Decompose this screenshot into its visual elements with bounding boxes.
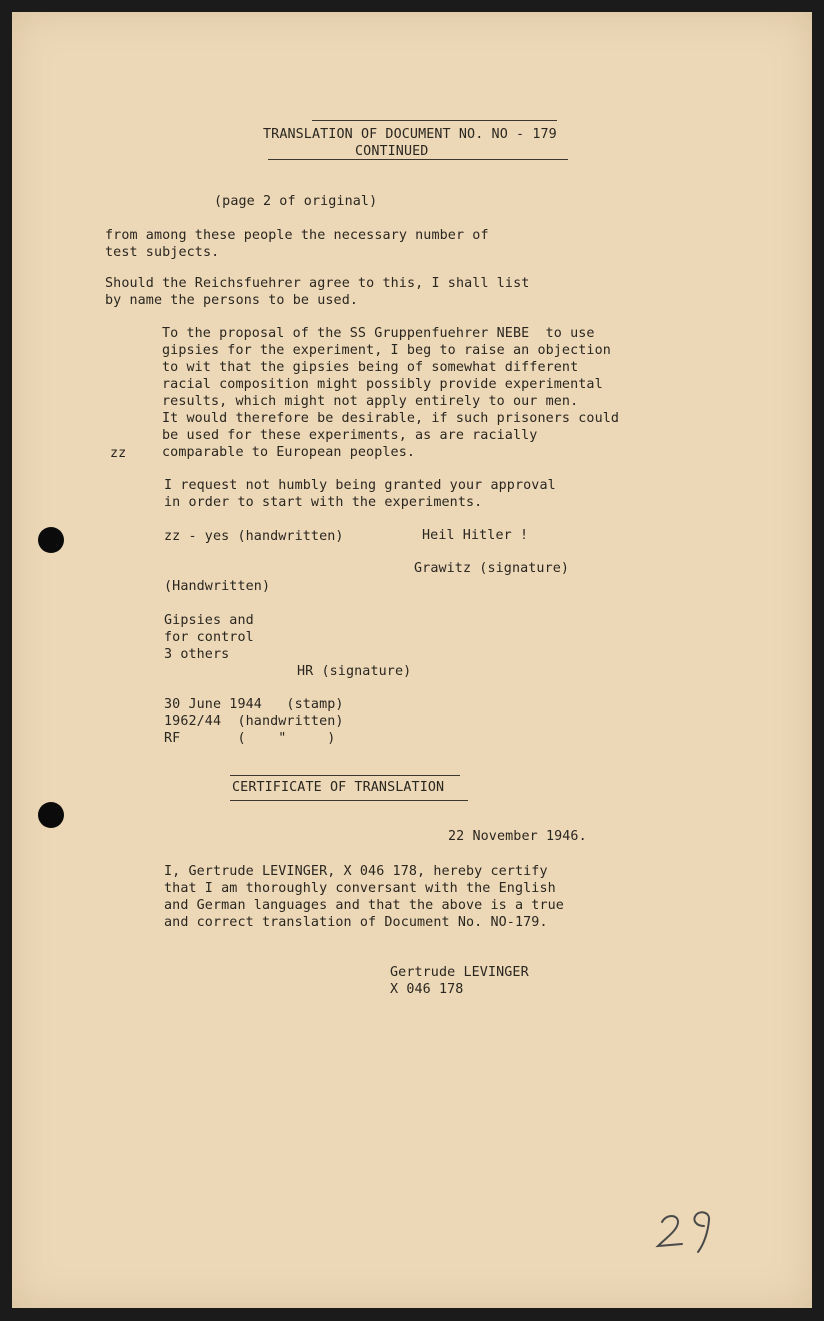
certificate-date: 22 November 1946.: [448, 829, 587, 844]
paragraph-3-line-8: comparable to European peoples.: [162, 445, 416, 460]
paragraph-4-line-2: in order to start with the experiments.: [164, 495, 483, 510]
paragraph-1-line-1: from among these people the necessary number of: [105, 228, 489, 243]
translator-name: Gertrude LEVINGER: [390, 965, 529, 980]
heil-hitler-line: Heil Hitler !: [422, 528, 529, 543]
certificate-title: CERTIFICATE OF TRANSLATION: [232, 780, 445, 795]
certificate-rule-top: [230, 775, 460, 776]
document-page: [12, 12, 812, 1308]
translator-number: X 046 178: [390, 982, 464, 997]
paragraph-3-line-5: results, which might not apply entirely to our men.: [162, 394, 579, 409]
document-title: TRANSLATION OF DOCUMENT NO. NO - 179: [263, 127, 557, 142]
punch-hole-top: [38, 527, 64, 553]
paragraph-4-line-1: I request not humbly being granted your approval: [164, 478, 556, 493]
grawitz-signature: Grawitz (signature): [414, 561, 570, 576]
title-rule-bottom: [268, 159, 568, 160]
paragraph-2-line-2: by name the persons to be used.: [105, 293, 359, 308]
gipsies-note-line-1: Gipsies and: [164, 613, 254, 628]
gipsies-note-line-3: 3 others: [164, 647, 230, 662]
punch-hole-bottom: [38, 802, 64, 828]
page-note: (page 2 of original): [214, 194, 378, 209]
zz-yes-note: zz - yes (handwritten): [164, 529, 344, 544]
hr-signature: HR (signature): [297, 664, 412, 679]
paragraph-3-line-6: It would therefore be desirable, if such prisoners could: [162, 411, 620, 426]
certificate-body-line-4: and correct translation of Document No. NO-179.: [164, 915, 548, 930]
paragraph-3-line-4: racial composition might possibly provide experimental: [162, 377, 603, 392]
certificate-body-line-2: that I am thoroughly conversant with the English: [164, 881, 556, 896]
certificate-rule-bottom: [230, 800, 468, 801]
stamp-line-3: RF ( " ): [164, 731, 336, 746]
handwritten-label: (Handwritten): [164, 579, 271, 594]
gipsies-note-line-2: for control: [164, 630, 254, 645]
title-rule-top: [312, 120, 557, 121]
paragraph-3-line-3: to wit that the gipsies being of somewhat different: [162, 360, 579, 375]
certificate-body-line-3: and German languages and that the above is a true: [164, 898, 564, 913]
handwritten-folio-number: [652, 1200, 722, 1260]
document-subtitle: CONTINUED: [355, 144, 429, 159]
paragraph-1-line-2: test subjects.: [105, 245, 220, 260]
paragraph-3-line-7: be used for these experiments, as are racially: [162, 428, 538, 443]
paragraph-3-line-1: To the proposal of the SS Gruppenfuehrer NEBE to use: [162, 326, 595, 341]
stamp-line-2: 1962/44 (handwritten): [164, 714, 344, 729]
zz-margin-mark: zz: [110, 446, 127, 461]
certificate-body-line-1: I, Gertrude LEVINGER, X 046 178, hereby certify: [164, 864, 548, 879]
paragraph-3-line-2: gipsies for the experiment, I beg to raise an objection: [162, 343, 611, 358]
paragraph-2-line-1: Should the Reichsfuehrer agree to this, I shall list: [105, 276, 530, 291]
stamp-line-1: 30 June 1944 (stamp): [164, 697, 344, 712]
